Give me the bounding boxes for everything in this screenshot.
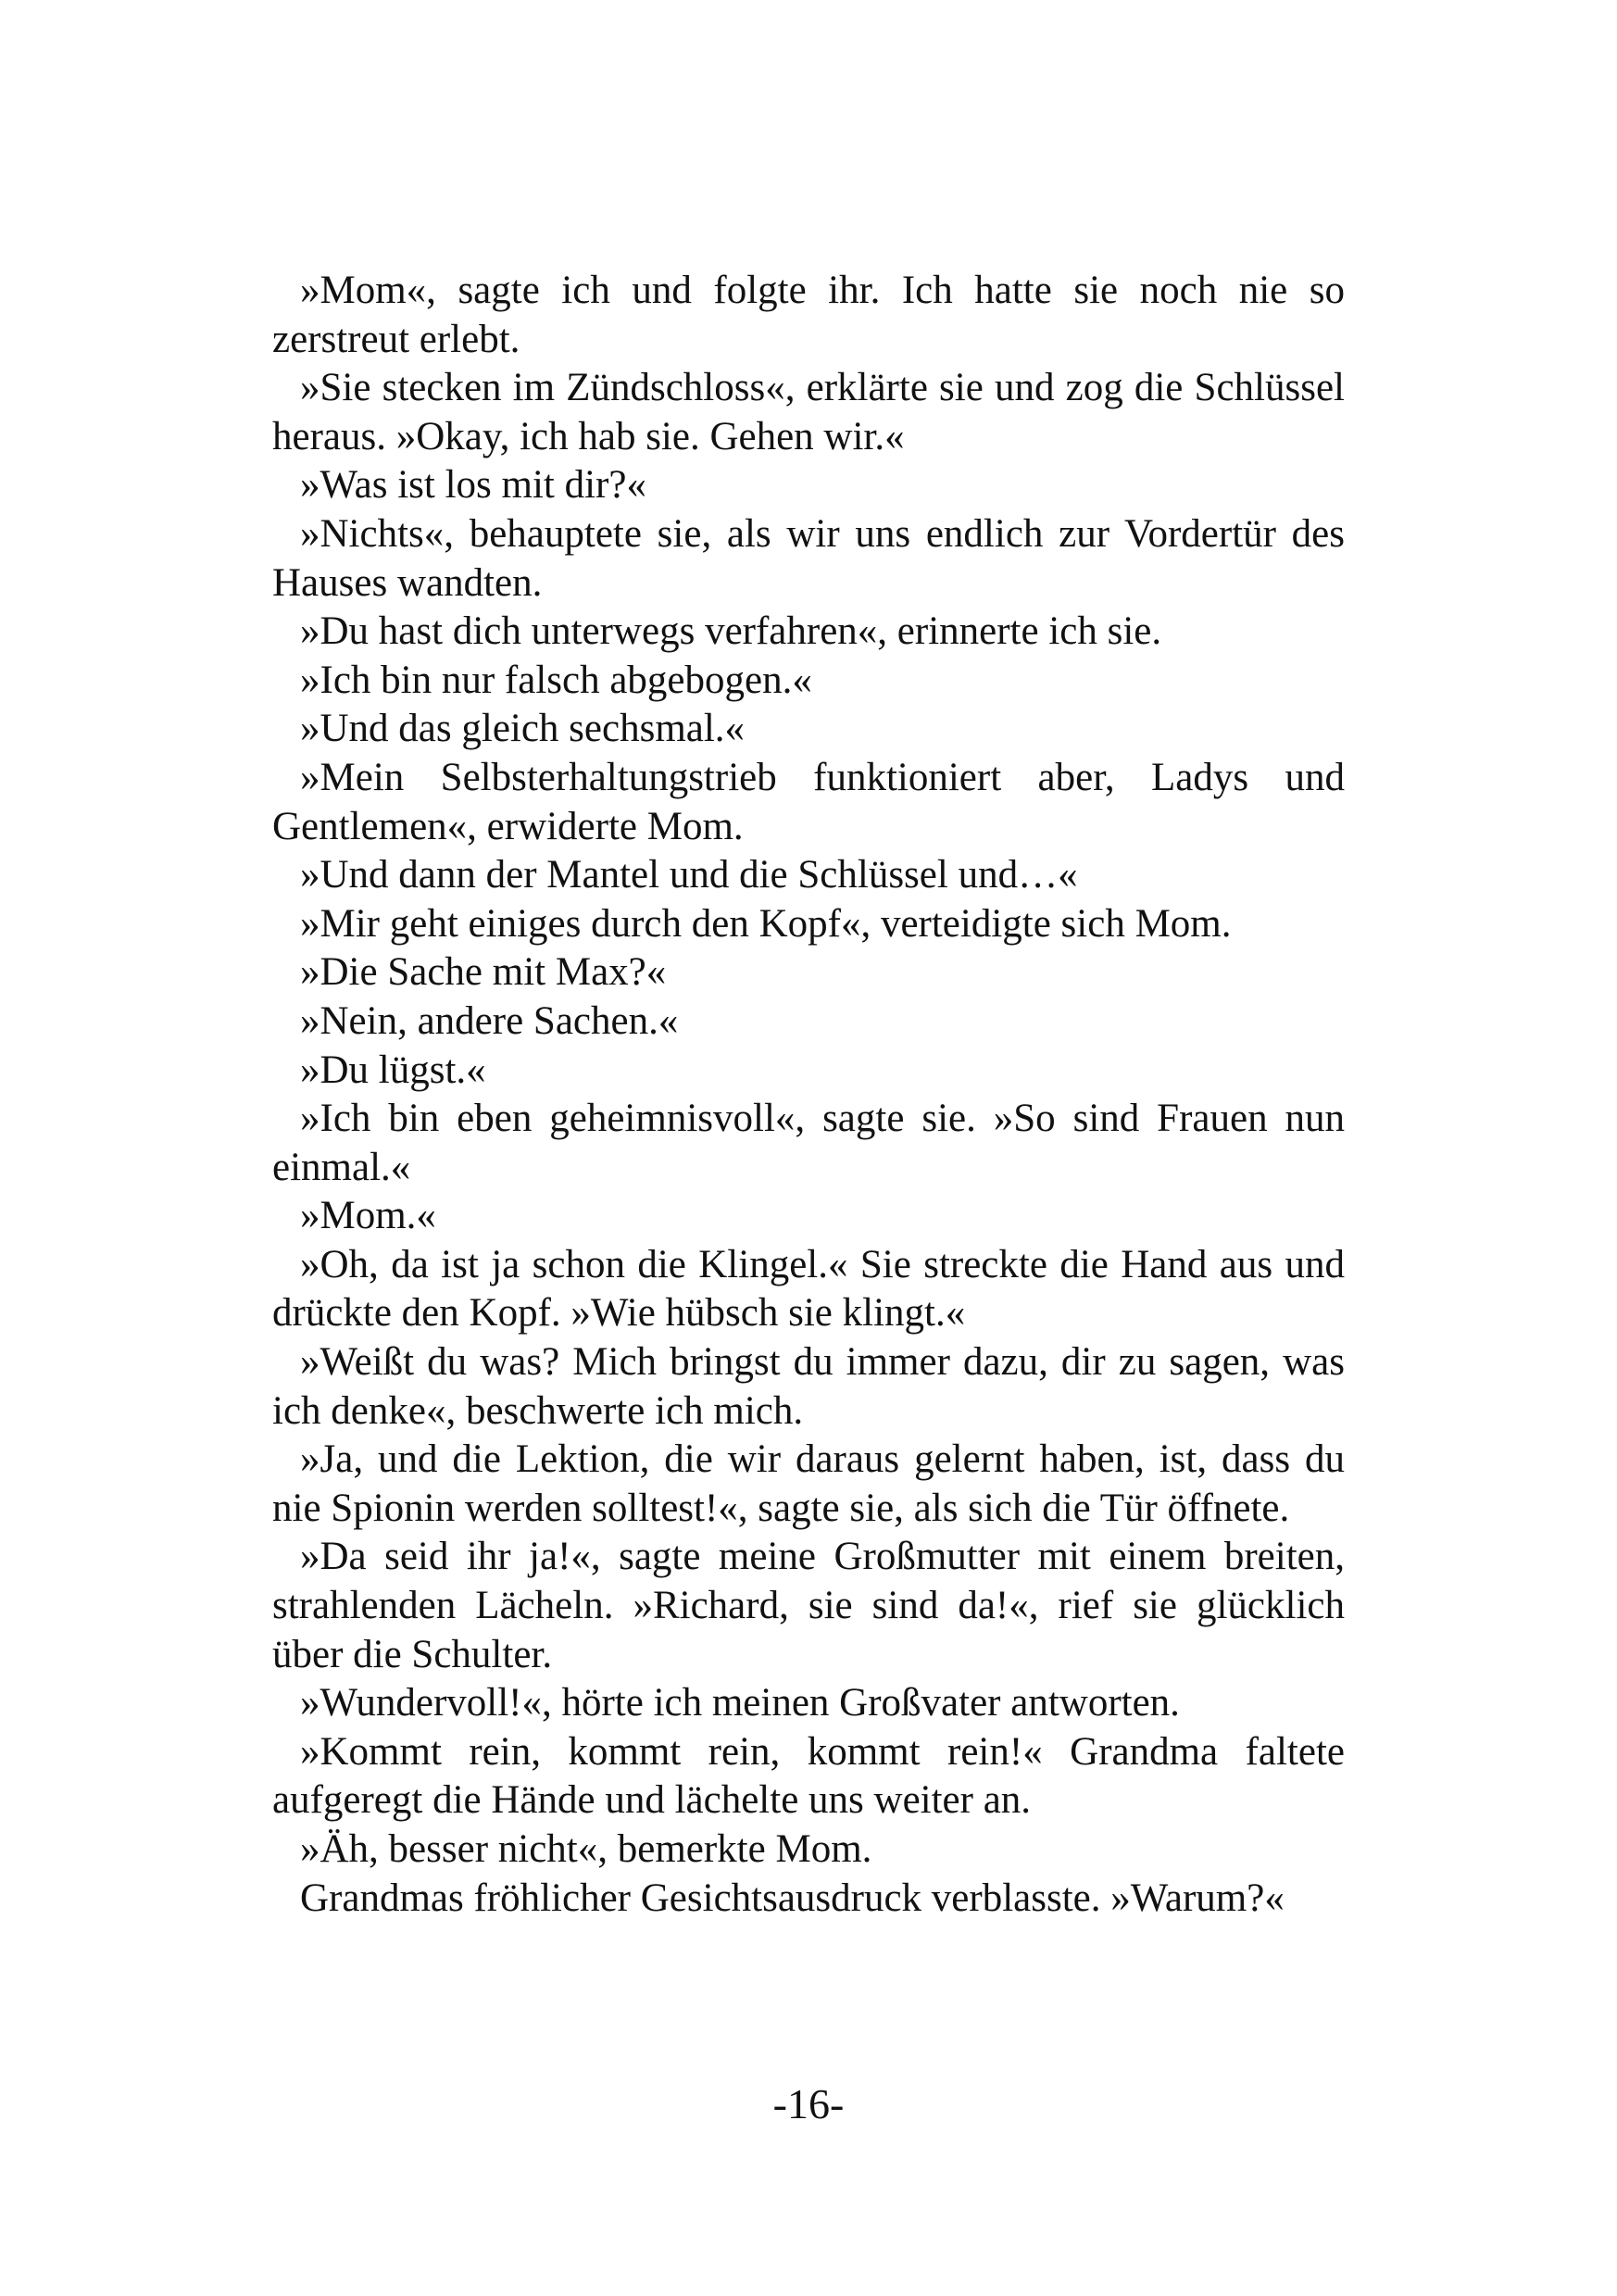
paragraph: »Weißt du was? Mich bringst du immer dazu, dir zu sagen, was ich denke«, beschwerte ich mich. (272, 1340, 1345, 1433)
paragraph: »Sie stecken im Zündschloss«, erklärte sie und zog die Schlüssel heraus. »Okay, ich hab sie. Gehen wir.« (272, 366, 1345, 458)
paragraph: »Da seid ihr ja!«, sagte meine Großmutter mit einem breiten, strahlenden Lächeln. »Richard, sie sind da!«, rief sie glücklich über die Schulter. (272, 1535, 1345, 1676)
paragraph: »Wundervoll!«, hörte ich meinen Großvater antworten. (300, 1681, 1180, 1725)
paragraph: »Ja, und die Lektion, die wir daraus gelernt haben, ist, dass du nie Spionin werden solltest!«, sagte sie, als sich die Tür öffnete. (272, 1437, 1345, 1530)
paragraph: »Die Sache mit Max?« (300, 950, 667, 995)
paragraph: »Was ist los mit dir?« (300, 463, 646, 508)
paragraph: »Und dann der Mantel und die Schlüssel und…« (300, 853, 1078, 897)
paragraph: »Nichts«, behauptete sie, als wir uns endlich zur Vordertür des Hauses wandten. (272, 511, 1345, 605)
paragraph: »Mom.« (300, 1194, 436, 1238)
paragraph: »Mein Selbsterhaltungstrieb funktioniert aber, Ladys und Gentlemen«, erwiderte Mom. (272, 755, 1345, 848)
paragraph: »Du lügst.« (300, 1048, 486, 1092)
paragraph: »Du hast dich unterwegs verfahren«, erinnerte ich sie. (300, 609, 1162, 654)
paragraph: »Ich bin eben geheimnisvoll«, sagte sie. »So sind Frauen nun einmal.« (272, 1097, 1345, 1189)
paragraph: »Ich bin nur falsch abgebogen.« (300, 658, 812, 702)
paragraph: »Nein, andere Sachen.« (300, 998, 679, 1043)
paragraph: »Äh, besser nicht«, bemerkte Mom. (300, 1827, 872, 1871)
paragraph: »Oh, da ist ja schon die Klingel.« Sie streckte die Hand aus und drückte den Kopf. »Wie hübsch sie klingt.« (272, 1242, 1345, 1336)
paragraph: »Und das gleich sechsmal.« (300, 707, 746, 751)
paragraph: »Kommt rein, kommt rein, kommt rein!« Grandma faltete aufgeregt die Hände und lächelte uns weiter an. (272, 1729, 1345, 1823)
paragraph: Grandmas fröhlicher Gesichtsausdruck verblasste. »Warum?« (300, 1876, 1285, 1920)
body-text (272, 267, 1345, 1923)
paragraph: »Mom«, sagte ich und folgte ihr. Ich hatte sie noch nie so zerstreut erlebt. (272, 269, 1345, 361)
paragraph: »Mir geht einiges durch den Kopf«, verteidigte sich Mom. (300, 901, 1232, 946)
page-number: -16- (772, 2080, 845, 2127)
